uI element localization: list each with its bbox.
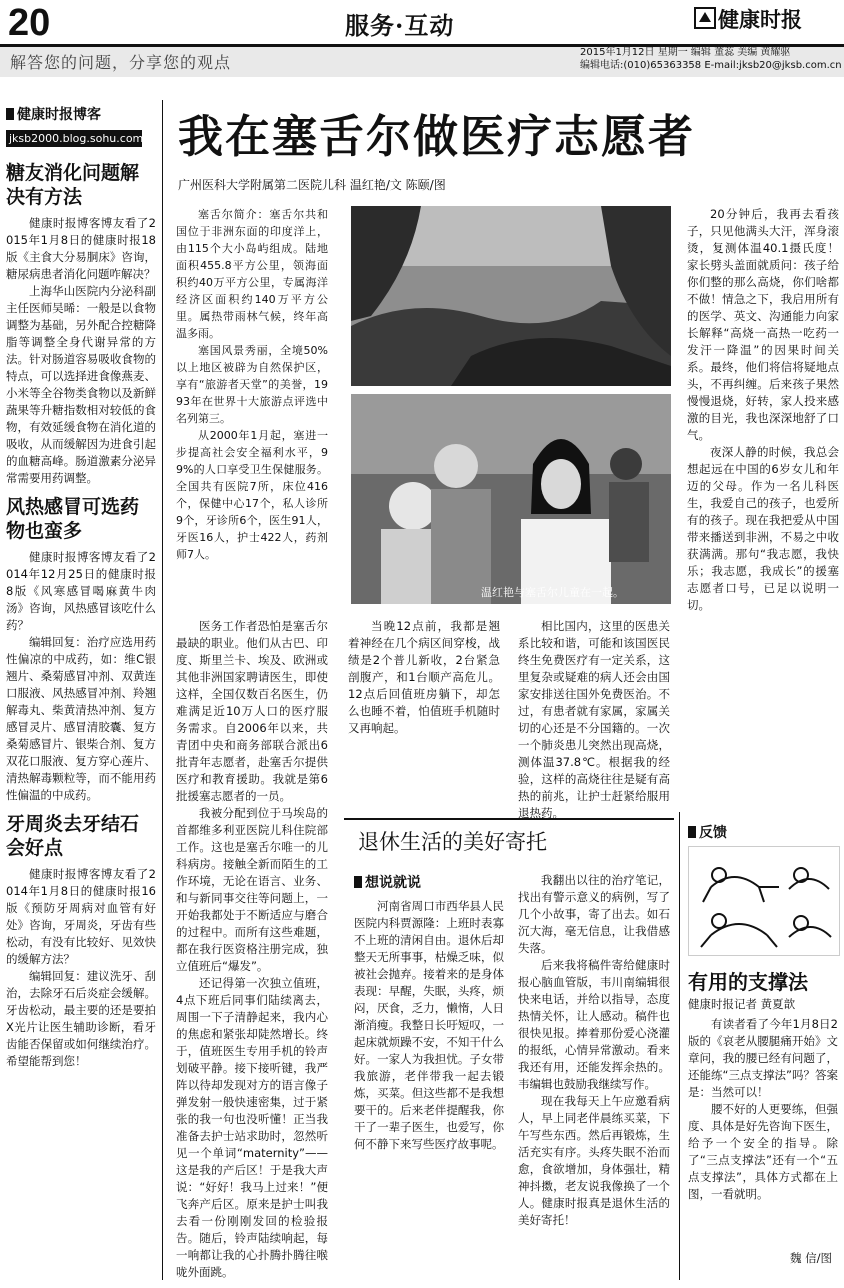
article-answer: 编辑回复：治疗应选用药性偏凉的中成药，如：维C银翘片、桑菊感冒冲剂、双黄连口服液、风热感冒冲剂、羚翘解毒丸、柴黄清热冲剂、复方感冒灵片、感冒清胶囊、复方桑菊感冒片、银柴合剂、复方双花口服液、复方穿心莲片、清热解毒颗粒等，而不能用药性偏温的中成药。 bbox=[6, 635, 156, 802]
article-question: 健康时报博客博友看了2014年12月25日的健康时报8版《风寒感冒喝麻黄牛肉汤》咨询，风热感冒该吃什么药？ bbox=[6, 550, 156, 632]
slogan: 解答您的问题，分享您的观点 bbox=[10, 53, 232, 72]
retire-column-1 bbox=[354, 898, 504, 1276]
retire-paragraph: 我翻出以往的治疗笔记，找出有警示意义的病例，写了几个小故事，寄了出去。如石沉大海，毫无信息，让我借感失落。 bbox=[518, 873, 670, 955]
retire-paragraph: 现在我每天上午应邀看病人，早上同老伴晨练买菜，下午写些东西。然后再锻炼，生活充实有序。头疼失眠不治而愈，食欲增加，身体强壮，精神抖擞，老友说我像换了一个人。健康时报真是退休生活的美好寄托！ bbox=[518, 1094, 670, 1227]
main-byline: 广州医科大学附属第二医院儿科 温红艳/文 陈颐/图 bbox=[178, 178, 446, 192]
column-divider bbox=[162, 100, 163, 1280]
photo-caption: 温红艳与塞舌尔儿童在一起。 bbox=[481, 586, 624, 599]
body-paragraph: 当晚12点前，我都是翘着神经在几个病区间穿梭，战绩是2个普儿新收，2台紧急剖腹产，和1台顺产高危儿。12点后回值班房躺下，却怎么也睡不着，怕值班手机随时又再响起。 bbox=[348, 619, 500, 735]
column-divider bbox=[679, 812, 680, 1280]
retire-paragraph: 后来我将稿件寄给健康时报心脑血管版，韦川南编辑很快来电话，并给以指导，态度热情关怀，让人感动。稿件也很快见报。捧着那份爱心浇灌的报纸，心情异常激动。看来我还有用，还能发挥余热的。韦编辑也鼓励我继续写作。 bbox=[518, 958, 670, 1091]
feedback-byline: 健康时报记者 黄夏歆 bbox=[688, 997, 796, 1011]
article-body bbox=[6, 215, 156, 487]
page-number: 20 bbox=[8, 2, 51, 44]
article-body bbox=[6, 866, 156, 1070]
feedback-paragraph: 有读者看了今年1月8日2版的《哀老从腰腿痛开始》文章问，我的腰已经有问题了，还能练“三点支撑法”吗？答案是：当然可以！ bbox=[688, 1017, 838, 1099]
body-paragraph: 夜深人静的时候，我总会想起远在中国的6岁女儿和年迈的父母。作为一名儿科医生，我爱自己的孩子，也爱所有的孩子。现在我把爱从中国带来播送到非洲，不易之中收获满满。那句“我志愿，我快乐；我志愿，我成长”的援塞志愿者口号，已足以说明一切。 bbox=[687, 445, 839, 612]
logo-mark-icon bbox=[694, 7, 716, 29]
body-column-4 bbox=[687, 206, 839, 808]
feedback-credit: 魏 信/图 bbox=[790, 1251, 833, 1265]
blog-url[interactable]: jksb2000.blog.sohu.com bbox=[6, 130, 142, 147]
sidebar bbox=[6, 104, 156, 1070]
main-headline: 我在塞舌尔做医疗志愿者 bbox=[178, 110, 696, 163]
feedback-paragraph: 腰不好的人更要练，但强度、具体是好先咨询下医生，给予一个安全的指导。除了“三点支撑法”还有一个“五点支撑法”，具体方式都在上图，一看就明。 bbox=[688, 1102, 838, 1201]
body-column-1 bbox=[176, 618, 328, 1279]
intro-paragraph: 塞国风景秀丽，全境50%以上地区被辟为自然保护区，享有“旅游者天堂”的美誉，1993年在世界十大旅游点评选中名列第三。 bbox=[176, 344, 328, 425]
body-paragraph: 相比国内，这里的医患关系比较和谐，可能和该国医民终生免费医疗有一定关系，这里复杂或疑难的病人还会由国家安排送往国外免费医治。不过，有患者就有家属，家属关切的心还是不分国籍的。一次一个肺炎患儿突然出现高烧，测体温37.8℃。根据我的经验，这样的高烧往往是疑有高热的前兆，让护士赶紧给服用退热药。 bbox=[518, 619, 670, 820]
retire-paragraph: 河南省周口市西华县人民医院内科贾源隆：上班时表寡不上班的清闲自由。退休后却整天无所事事，枯燥乏味，似被社会抛弃。接着来的是身体表现：早醒，失眠，头疼，烦闷，厌食，乏力，懒惰，人日渐消瘦。我整日长吁短叹，一起床就烦躁不安，不知干什么好。一家人为我担忧。子女带我旅游，老伴带我一起去锻炼，买菜。但这些都不是我想要干的。后来老伴提醒我，你干了一辈子医生，也爱写，你何不静下来写些医疗故事呢。 bbox=[354, 899, 504, 1151]
paper-name: 健康时报 bbox=[718, 7, 802, 32]
body-paragraph: 20分钟后，我再去看孩子，只见他满头大汗，浑身滚烫，复测体温40.1摄氏度！家长劈头盖面就质问：孩子给你们整的那么高烧，你们啥都不做！情急之下，我启用所有的医学、英文、沟通能力向家长解释“高烧一高热一吃药一发汗一降温”的因果时间关系。最终，他们将信将疑地点头，不再纠缠。后来孩子果然慢慢退烧，好转，家人投来感激的目光，我也深深地舒了口气。 bbox=[687, 207, 839, 442]
issue-info bbox=[580, 46, 842, 72]
body-paragraph: 我被分配到位于马埃岛的首都维多利亚医院儿科住院部工作。这也是塞舌尔唯一的儿科病房。接触全新而陌生的工作环境，无论在语言、业务、和与新同事交往等问题上，一开始我都处于不断适应与磨合的过程中。而所有这些难题，都在我行医资格注册完成，独立值班后“爆发”。 bbox=[176, 806, 328, 973]
contact-line: 编辑电话:(010)65363358 E-mail:jksb20@jksb.com.cn bbox=[580, 60, 842, 71]
exercise-illustration bbox=[688, 846, 840, 956]
article-answer: 编辑回复：建议洗牙、刮治，去除牙石后炎症会缓解。牙齿松动，最主要的还是要拍X光片让医生辅助诊断，看牙齿能否保留或如何继续治疗。希望能帮到您！ bbox=[6, 969, 156, 1068]
intro-box bbox=[176, 206, 328, 563]
intro-paragraph: 塞舌尔简介：塞舌尔共和国位于非洲东面的印度洋上，由115个大小岛屿组成。陆地面积455.8平方公里，领海面积约40万平方公里，专属海洋经济区面积约140万平方公里。属热带雨林气候，终年高温多雨。 bbox=[176, 208, 328, 340]
seychelles-landscape-photo bbox=[351, 206, 671, 386]
body-paragraph: 医务工作者恐怕是塞舌尔最缺的职业。他们从古巴、印度、斯里兰卡、埃及、欧洲或其他非洲国家聘请医生，即使这样，全国仅数百名医生，仍难满足近10万人口的医疗服务需求。自2006年以来，共青团中央和商务部联合派出6批青年志愿者，赴塞舌尔提供医疗和教育援助。我就是第6批援塞志愿者的一员。 bbox=[176, 619, 328, 803]
feedback-label: 反馈 bbox=[688, 822, 727, 842]
body-column-2 bbox=[348, 618, 500, 808]
volunteer-with-children-photo bbox=[351, 394, 671, 604]
article-title: 糖友消化问题解决有方法 bbox=[6, 162, 140, 208]
retire-label: 想说就说 bbox=[354, 872, 421, 892]
intro-paragraph: 从2000年1月起，塞进一步提高社会安全福利水平，99%的人口享受卫生保健服务。全国共有医院7所，床位416个，保健中心17个，私人诊所9个，牙诊所6个，医生91人，牙医16人，护士422人，药剂师7人。 bbox=[176, 429, 328, 561]
article-question: 健康时报博客博友看了2014年1月8日的健康时报16版《预防牙周病对血管有好处》咨询，牙周炎，牙齿有些松动，有没有比较好、见效快的缓解方法？ bbox=[6, 867, 156, 966]
article-title: 牙周炎去牙结石会好点 bbox=[6, 813, 140, 859]
section-title: 服务·互动 bbox=[345, 11, 455, 40]
article-question: 健康时报博客博友看了2015年1月8日的健康时报18版《主食大分易胴床》咨询，糖尿病患者消化问题咋解决？ bbox=[6, 216, 156, 281]
body-column-3 bbox=[518, 618, 670, 820]
feedback-body bbox=[688, 1016, 838, 1246]
retire-title: 退休生活的美好寄托 bbox=[358, 830, 547, 854]
paper-logo bbox=[694, 7, 716, 33]
article-body bbox=[6, 549, 156, 804]
feedback-title: 有用的支撑法 bbox=[688, 970, 808, 994]
sidebar-label: 健康时报博客 bbox=[6, 104, 156, 124]
body-paragraph: 还记得第一次独立值班，4点下班后同事们陆续离去，周围一下子清静起来，我内心的焦虑和紧张却陡然增长。终于，值班医生专用手机的铃声划破平静。接下接听键，我严阵以待却发现对方的语言像子弹发射一般快速密集，过于紧张的我一句也没听懂！正当我准备去护士站求助时，忽然听见一个单词“maternity”——这是我的产后区！于是我大声说：“好好！我马上过来！”便飞奔产后区。原来是护士叫我去看一份刚刚发回的检验报告。随后，铃声陆续响起，每一响都让我的心扑腾扑腾往喉咙外面跳。 bbox=[176, 976, 328, 1279]
retire-column-2 bbox=[518, 872, 670, 1276]
date-line: 2015年1月12日 星期一 编辑 董蕊 美编 黄耀驱 bbox=[580, 47, 791, 58]
article-title: 风热感冒可选药物也蛮多 bbox=[6, 496, 140, 542]
article-answer: 上海华山医院内分泌科副主任医师吴晞：一般是以食物调整为基础，另外配合控糖降脂等调整全身代谢异常的方法。针对肠道容易吸收食物的特点，可以选择进食像燕麦、小米等全谷物类食物以及新鲜蔬果等升糖指数相对较低的食物，有效延缓食物在消化道的吸收，从而缓解因为进食引起的血糖高峰。肠道激素分泌异常需要用药调整。 bbox=[6, 284, 156, 485]
